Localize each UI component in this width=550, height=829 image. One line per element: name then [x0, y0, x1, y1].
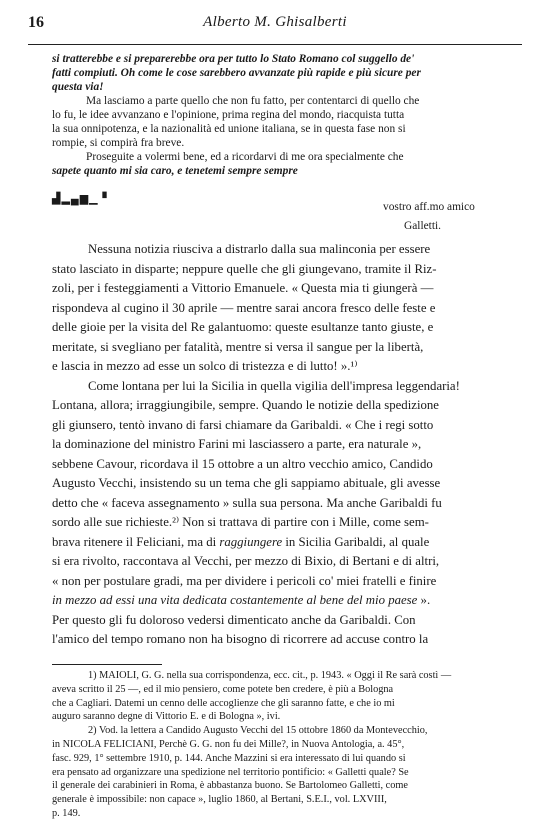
body-line: « non per postulare gradi, ma per dividere i pericoli co' miei fratelli e finire — [52, 573, 437, 588]
body-line: Per questo gli fu doloroso vedersi dimenticato anche da Garibaldi. Con — [52, 612, 416, 627]
body-line: Nessuna notizia riusciva a distrarlo dalla sua malinconia per essere — [88, 242, 431, 256]
letter-line: Ma lasciamo a parte quello che non fu fatto, per contentarci di quello che — [86, 95, 420, 107]
footnote-rule — [52, 664, 162, 665]
letter-line: Proseguite a volermi bene, ed a ricordarvi di me ora specialmente che — [86, 151, 404, 163]
body-line: in mezzo ad essi una vita dedicata costantemente al bene del mio paese ». — [52, 593, 431, 607]
body-line: detto che « faceva assegnamento » sulla sua persona. Ma anche Garibaldi fu — [52, 495, 442, 510]
running-head: Alberto M. Ghisalberti — [203, 14, 347, 30]
body-line: zoli, per i festeggiamenti a Vittorio Emanuele. « Questa mia ti giungerà — — [52, 281, 434, 295]
signature-name: Galletti. — [404, 220, 442, 232]
letter-line: fatti compiuti. Oh come le cose sarebbero avvanzate più rapide e più sicure per — [52, 67, 421, 79]
letter-line: sapete quanto mi sia caro, e tenetemi sempre sempre — [52, 165, 298, 177]
body-line: la dominazione del ministro Farini mi lasciassero a parte, era naturale », — [52, 437, 422, 451]
footnote-line: era pensato ad organizzare una spedizione nel territorio pontificio: « Galletti quale? Se — [52, 766, 409, 778]
italic-phrase: in mezzo ad essi una vita dedicata costantemente al bene del mio paese — [52, 593, 418, 607]
footnotes — [52, 669, 518, 821]
body-line: e lascia in mezzo ad esse un solco di tristezza e di lutto! ».¹⁾ — [52, 359, 358, 373]
page-header — [28, 14, 522, 40]
body-line: meritate, si svegliano per fatalità, mentre si versa il sangue per la libertà, — [52, 339, 424, 354]
garbled-print: ▟▂▄▆▁ ▘ — [52, 193, 112, 205]
letter-line: rompie, si compirà fra breve. — [52, 137, 185, 149]
footnote-line: il generale dei carabinieri in Roma, è abbastanza buono. Se Bartolomeo Galletti, come — [52, 780, 408, 792]
letter-signature — [383, 198, 475, 236]
footnote-line: auguro saranno degne di Vittorio E. e di Bologna », ivi. — [52, 711, 281, 723]
letter-line: la sua onnipotenza, e la nazionalità ed unione italiana, se in questa fase non si — [52, 123, 406, 135]
footnote-line: fasc. 929, 1° settembre 1910, p. 144. Anche Mazzini si era interessato di lui quando si — [52, 752, 406, 764]
closing-line: vostro aff.mo amico — [383, 201, 475, 213]
footnote-line: in NICOLA FELICIANI, Perchè G. G. non fu dei Mille?, in Nuova Antologia, a. 45°, — [52, 738, 405, 750]
body-line: Come lontana per lui la Sicilia in quella vigilia dell'impresa leggendaria! — [88, 378, 460, 393]
footnote-line: 2) Vod. la lettera a Candido Augusto Vecchi del 15 ottobre 1860 da Montevecchio, — [88, 725, 428, 737]
body-line: si era rivolto, raccontava al Vecchi, per mezzo di Bixio, di Bertani e di altri, — [52, 554, 440, 568]
body-line: stato lasciato in disparte; neppure quelle che gli giungevano, tramite il Riz- — [52, 261, 437, 276]
body-line: Lontana, allora; irraggiungibile, sempre. Quando le notizie della spedizione — [52, 398, 439, 412]
footnote-line: generale è impossibile: non capace », luglio 1860, al Bertani, S.E.I., vol. LXVIII, — [52, 794, 387, 806]
body-line: sebbene Cavour, ricordava il 15 ottobre a un altro vecchio amico, Candido — [52, 456, 433, 471]
page-number: 16 — [28, 14, 44, 31]
footnote-line: aveva scritto il 25 —, ed il mio pensiero, come potete ben credere, è più a Bologna — [52, 683, 394, 695]
body-text — [52, 240, 518, 650]
body-line: gli giunsero, tentò invano di farsi chiamare da Garibaldi. « Che i regi sotto — [52, 417, 434, 432]
letter-line: lo fu, le idee avvanzano e l'opinione, prima regina del mondo, riacquista tutta — [52, 109, 405, 121]
footnote-line: p. 149. — [52, 807, 81, 819]
quoted-letter — [52, 52, 518, 178]
letter-line: questa via! — [52, 81, 104, 93]
footnote-line: che a Cagliari. Datemi un cenno delle accoglienze che gli saranno fatte, e che io mi — [52, 697, 395, 709]
body-line: sordo alle sue richieste.²⁾ Non si trattava di partire con i Mille, come sem- — [52, 515, 429, 529]
body-line: brava ritenere il Feliciani, ma di raggiungere in Sicilia Garibaldi, al quale — [52, 534, 430, 549]
body-line: delle gioie per la visita del Re galantuomo: queste esultanze tanto giuste, e — [52, 320, 434, 334]
body-line: rispondeva al cugino il 30 aprile — mentre sarai ancora fresco delle feste e — [52, 300, 436, 315]
body-line: Augusto Vecchi, insistendo su un tema che gli sappiamo abituale, gli avesse — [52, 476, 441, 490]
body-line: l'amico del tempo romano non ha bisogno di ricorrere ad accuse contro la — [52, 632, 429, 646]
footnote-line: 1) MAIOLI, G. G. nella sua corrispondenza, ecc. cit., p. 1943. « Oggi il Re sarà costì — — [88, 670, 452, 681]
italic-phrase: raggiungere — [219, 534, 283, 549]
letter-line: si tratterebbe e si preparerebbe ora per tutto lo Stato Romano col suggello de' — [52, 53, 415, 65]
header-rule — [28, 44, 522, 45]
